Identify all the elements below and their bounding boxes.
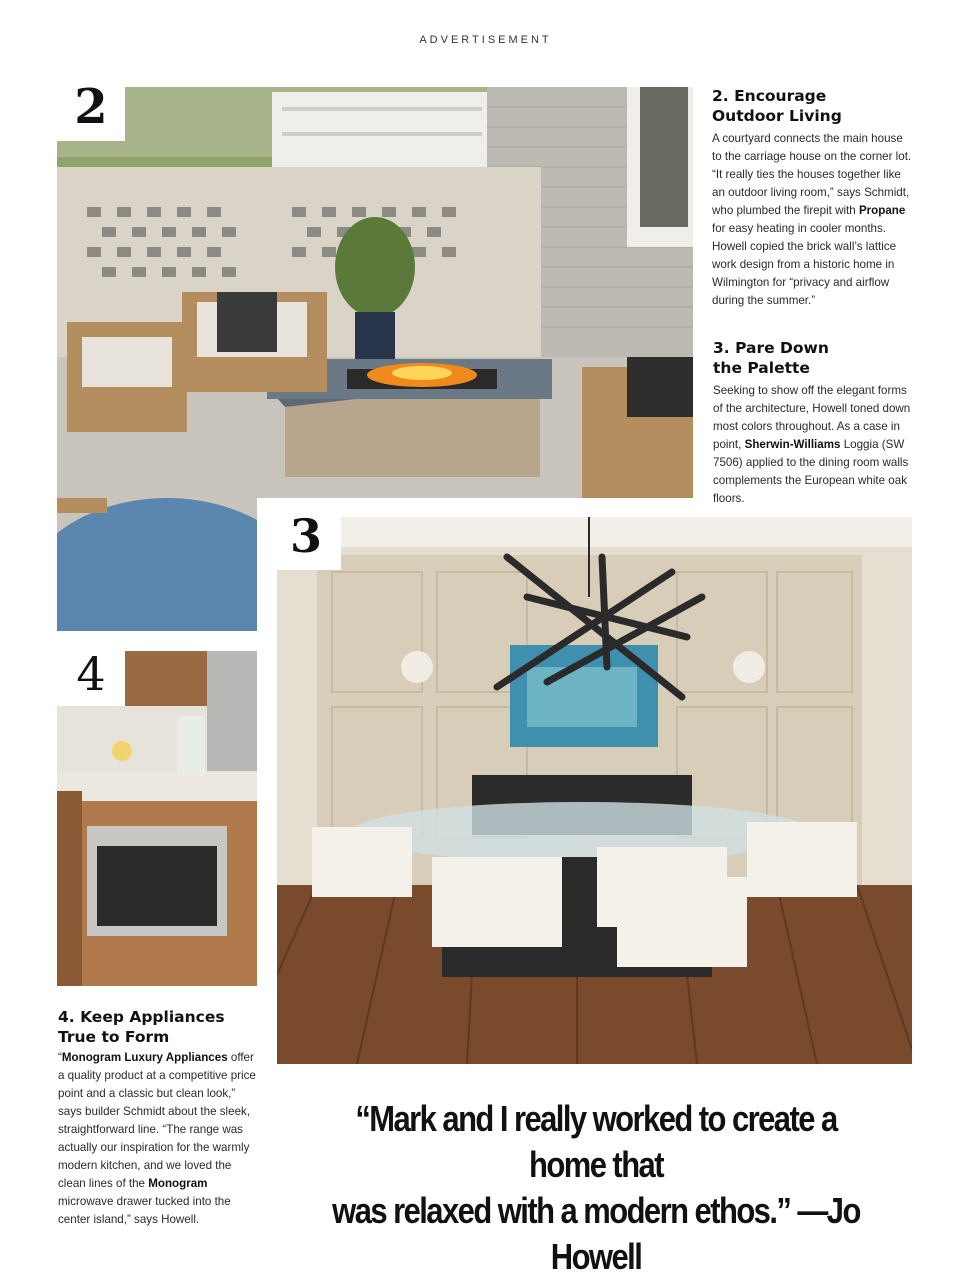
courtyard-illustration — [57, 87, 693, 498]
section2-heading-line1: 2. Encourage — [712, 87, 827, 105]
section3-body — [713, 382, 916, 508]
section4-body — [58, 1049, 262, 1229]
pull-quote — [321, 1096, 871, 1280]
dining-room-illustration — [277, 517, 912, 1064]
advertisement-label: ADVERTISEMENT — [419, 34, 552, 46]
pull-quote-line1: “Mark and I really worked to create a home that — [355, 1098, 837, 1185]
section4-brand1: Monogram Luxury Appliances — [61, 1051, 228, 1064]
section2-number-tag: 2 — [57, 73, 125, 141]
section2-body-part1: A courtyard connects the main house to the carriage house on the corner lot. “It really ties the houses together like an outdoor living room,” says Schmidt, who plumbed the firepit with — [712, 132, 912, 217]
section3-body-part1: Seeking to show off the elegant forms of the architecture, Howell toned down most colors throughout. As a case in point, — [713, 384, 911, 451]
patio-table-illustration — [57, 498, 257, 631]
courtyard-photo — [57, 87, 693, 498]
dining-room-photo — [277, 517, 912, 1064]
section3-heading — [713, 338, 916, 378]
section4-body-part1: “ — [58, 1051, 62, 1064]
section4-body-part2: offer a quality product at a competitive price point and a classic but clean look,” says builder Schmidt about the sleek, straightforward line. “The range was actually our inspiration for the warmly modern kitchen, and we loved the clean lines of the — [58, 1051, 256, 1190]
section2-body-part2: for easy heating in cooler months. Howell copied the brick wall’s lattice work design from a historic home in Wilmington for “privacy and airflow during the summer.” — [712, 222, 897, 307]
section4-heading-line2: True to Form — [58, 1028, 170, 1046]
patio-table-photo — [57, 498, 257, 631]
section3-heading-line2: the Palette — [713, 359, 810, 377]
section4-body-part3: microwave drawer tucked into the center island,” says Howell. — [58, 1195, 231, 1226]
section3-number-tag: 3 — [271, 502, 341, 570]
section4-brand2: Monogram — [148, 1177, 208, 1190]
section3-heading-line1: 3. Pare Down — [713, 339, 829, 357]
section3-brand: Sherwin-Williams — [744, 438, 841, 451]
section2-heading — [712, 86, 912, 126]
section4-number-tag: 4 — [57, 641, 125, 706]
section2-brand: Propane — [858, 204, 906, 217]
section2-heading-line2: Outdoor Living — [712, 107, 842, 125]
section2-body — [712, 130, 912, 310]
section4-text — [58, 1007, 262, 1229]
section3-body-part2: Loggia (SW 7506) applied to the dining room walls complements the European white oak floors. — [713, 438, 909, 505]
section3-text — [713, 338, 916, 508]
pull-quote-line2: was relaxed with a modern ethos.” —Jo Howell — [332, 1190, 860, 1277]
section2-text — [712, 86, 912, 310]
section4-heading — [58, 1007, 262, 1047]
section4-heading-line1: 4. Keep Appliances — [58, 1008, 225, 1026]
